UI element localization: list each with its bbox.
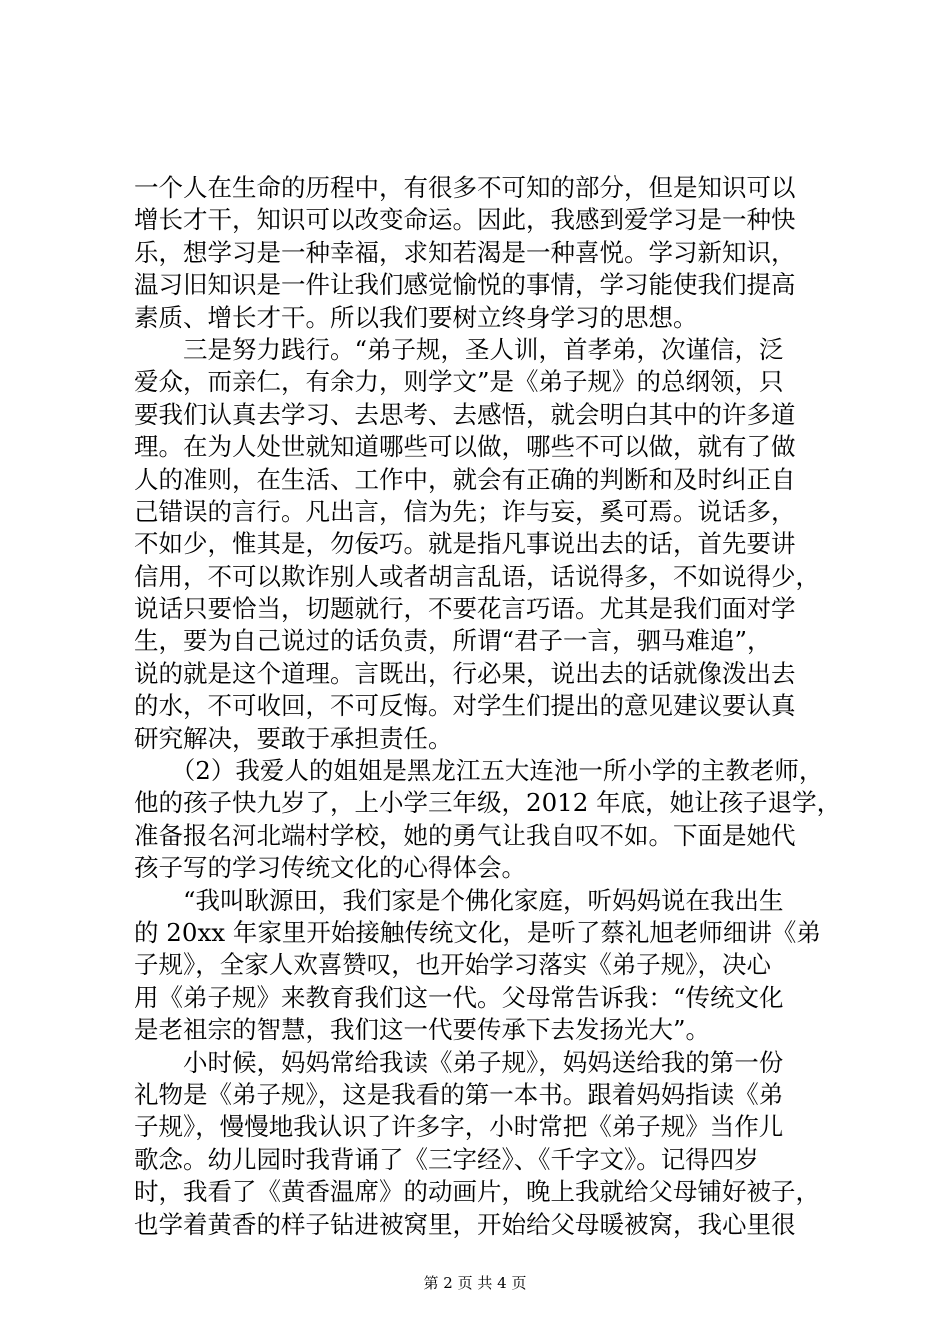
text-line: 研究解决，要敢于承担责任。 [134, 723, 453, 753]
text-line: 乐，想学习是一种幸福，求知若渴是一种喜悦。学习新知识， [134, 237, 796, 267]
text-line: 小时候，妈妈常给我读《弟子规》，妈妈送给我的第一份 [134, 1047, 784, 1077]
text-line: 用《弟子规》来教育我们这一代。父母常告诉我：“传统文化 [134, 982, 784, 1012]
text-line: “我叫耿源田，我们家是个佛化家庭，听妈妈说在我出生 [134, 885, 784, 915]
text-line: 爱众，而亲仁，有余力，则学文”是《弟子规》的总纲领，只 [134, 367, 784, 397]
text-line: 不如少，惟其是，勿佞巧。就是指凡事说出去的话，首先要讲 [134, 529, 796, 559]
text-line: 他的孩子快九岁了，上小学三年级，2012 年底，她让孩子退学， [134, 788, 842, 818]
text-line: （2）我爱人的姐姐是黑龙江五大连池一所小学的主教老师， [134, 756, 824, 786]
text-line: 礼物是《弟子规》，这是我看的第一本书。跟着妈妈指读《弟 [134, 1079, 784, 1109]
text-line: 说话只要恰当，切题就行，不要花言巧语。尤其是我们面对学 [134, 594, 796, 624]
text-line: 子规》，慢慢地我认识了许多字，小时常把《弟子规》当作儿 [134, 1112, 784, 1142]
text-line: 的 20xx 年家里开始接触传统文化，是听了蔡礼旭老师细讲《弟 [134, 917, 821, 947]
text-line: 温习旧知识是一件让我们感觉愉悦的事情，学习能使我们提高 [134, 270, 796, 300]
text-line: 要我们认真去学习、去思考、去感悟，就会明白其中的许多道 [134, 399, 796, 429]
document-body [134, 172, 842, 1241]
text-line: 素质、增长才干。所以我们要树立终身学习的思想。 [134, 302, 698, 332]
text-line: 是老祖宗的智慧，我们这一代要传承下去发扬光大”。 [134, 1015, 711, 1045]
text-line: 己错误的言行。凡出言，信为先；诈与妄，奚可焉。说话多， [134, 496, 796, 526]
text-line: 一个人在生命的历程中，有很多不可知的部分，但是知识可以 [134, 173, 796, 202]
text-line: 时，我看了《黄香温席》的动画片，晚上我就给父母铺好被子， [134, 1177, 820, 1207]
text-line: 人的准则，在生活、工作中，就会有正确的判断和及时纠正自 [134, 464, 796, 494]
text-line: 增长才干，知识可以改变命运。因此，我感到爱学习是一种快 [134, 205, 796, 235]
text-line: 的水，不可收回，不可反悔。对学生们提出的意见建议要认真 [134, 691, 796, 721]
text-line: 准备报名河北端村学校，她的勇气让我自叹不如。下面是她代 [134, 820, 796, 850]
text-line: 孩子写的学习传统文化的心得体会。 [134, 853, 526, 883]
text-line: 三是努力践行。“弟子规，圣人训，首孝弟，次谨信，泛 [134, 334, 784, 364]
text-line: 也学着黄香的样子钻进被窝里，开始给父母暖被窝，我心里很 [134, 1209, 796, 1239]
text-line: 说的就是这个道理。言既出，行必果，说出去的话就像泼出去 [134, 658, 796, 688]
text-line: 子规》，全家人欢喜赞叹，也开始学习落实《弟子规》，决心 [134, 950, 771, 980]
text-line: 信用，不可以欺诈别人或者胡言乱语，话说得多，不如说得少， [134, 561, 820, 591]
text-line: 生，要为自己说过的话负责，所谓“君子一言，驷马难追”， [134, 626, 772, 656]
page-footer: 第 2 页 共 4 页 [423, 1274, 527, 1292]
text-line: 理。在为人处世就知道哪些可以做，哪些不可以做，就有了做 [134, 432, 796, 462]
text-line: 歌念。幼儿园时我背诵了《三字经》、《千字文》。记得四岁 [134, 1144, 759, 1174]
